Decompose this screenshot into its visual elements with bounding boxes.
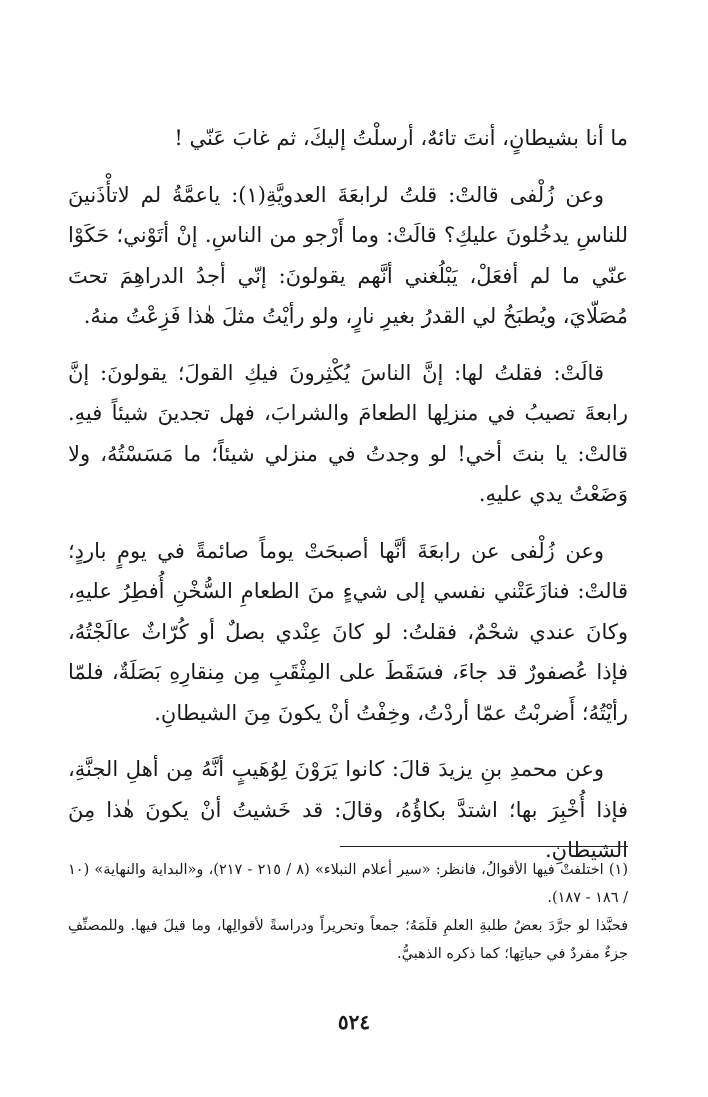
footnote-2: فحبَّذا لو جرَّدَ بعضُ طلبةِ العلمِ قلَمَهُ؛ جمعاً وتحريراً ودراسةً لأقوالِها، وما قيلَ فيها. وللمصنِّفِ جزءٌ مفردٌ في حياتِها؛ كما ذكره الذهبيُّ. xyxy=(68,918,628,962)
page-number: ٥٢٤ xyxy=(337,1010,371,1034)
footnote-1: (١) اختلفتْ فيها الأقوالُ، فانظر: «سير أعلام النبلاء» (٨ / ٢١٥ - ٢١٧)، و«البداية والنهاية» (١٠ / ١٨٦ - ١٨٧). xyxy=(68,862,629,906)
paragraph-2: وعن زُلْفى قالتْ: قلتُ لرابعَةَ العدويَّةِ(١): ياعمَّةُ لم لاتأْذَنينَ للناسِ يدخُلونَ عليكِ؟ قالَتْ: وما أَرْجو من الناسِ. إنْ أتَوْني؛ حَكَوْا عنّي ما لم أفعَلْ، يَبْلُغني أنَّهم يقولونَ: إنّي أجدُ الدراهِمَ تحتَ مُصَلّايَ، ويُطبَخُ لي القدرُ بغيرِ نارٍ، ولو رأيْتُ مثلَ هٰذا فَزِعْتُ منهُ. xyxy=(68,182,628,328)
paragraph-5: وعن محمدِ بنِ يزيدَ قالَ: كانوا يَرَوْنَ لِوُهَيبٍ أنَّهُ مِن أهلِ الجنَّةِ، فإذا أُخْبِرَ بها؛ اشتدَّ بكاؤُهُ، وقالَ: قد خَشيتُ أنْ يكونَ هٰذا مِنَ الشيطانِ. xyxy=(68,757,628,862)
main-text xyxy=(68,118,628,887)
paragraph-1: ما أنا بشيطانٍ، أنتَ تائهٌ، أرسلْتُ إليكَ، ثم غابَ عَنّي ! xyxy=(174,126,628,150)
paragraph-4: وعن زُلْفى عن رابعَةَ أنَّها أصبحَتْ يوماً صائمةً في يومٍ باردٍ؛ قالتْ: فنازَعَتْني نفسي إلى شيءٍ منَ الطعامِ السُّخْنِ أُفطِرُ عليهِ، وكانَ عندي شحْمٌ، فقلتُ: لو كانَ عِنْدي بصلٌ أو كُرّاثٌ عالَجْتُهُ، فإذا عُصفورٌ قد جاءَ، فسَقَطَ على المِثْقَبِ مِن مِنقارِهِ بَصَلَةٌ، فلمّا رأيْتُهُ؛ أَضربْتُ عمّا أردْتُ، وخِفْتُ أنْ يكونَ مِنَ الشيطانِ. xyxy=(68,538,628,725)
footnotes xyxy=(68,856,628,968)
paragraph-3: قالَتْ: فقلتُ لها: إنَّ الناسَ يُكْثِرونَ فيكِ القولَ؛ يقولونَ: إنَّ رابعةَ تصيبُ في منزلِها الطعامَ والشرابَ، فهل تجدينَ شيئاً فيهِ. قالتْ: يا بنتَ أخي! لو وجدتُ في منزلي شيئاً؛ ما مَسَسْتُهُ، ولا وَضَعْتُ يدي عليهِ. xyxy=(68,360,628,506)
footnote-divider xyxy=(340,846,628,847)
